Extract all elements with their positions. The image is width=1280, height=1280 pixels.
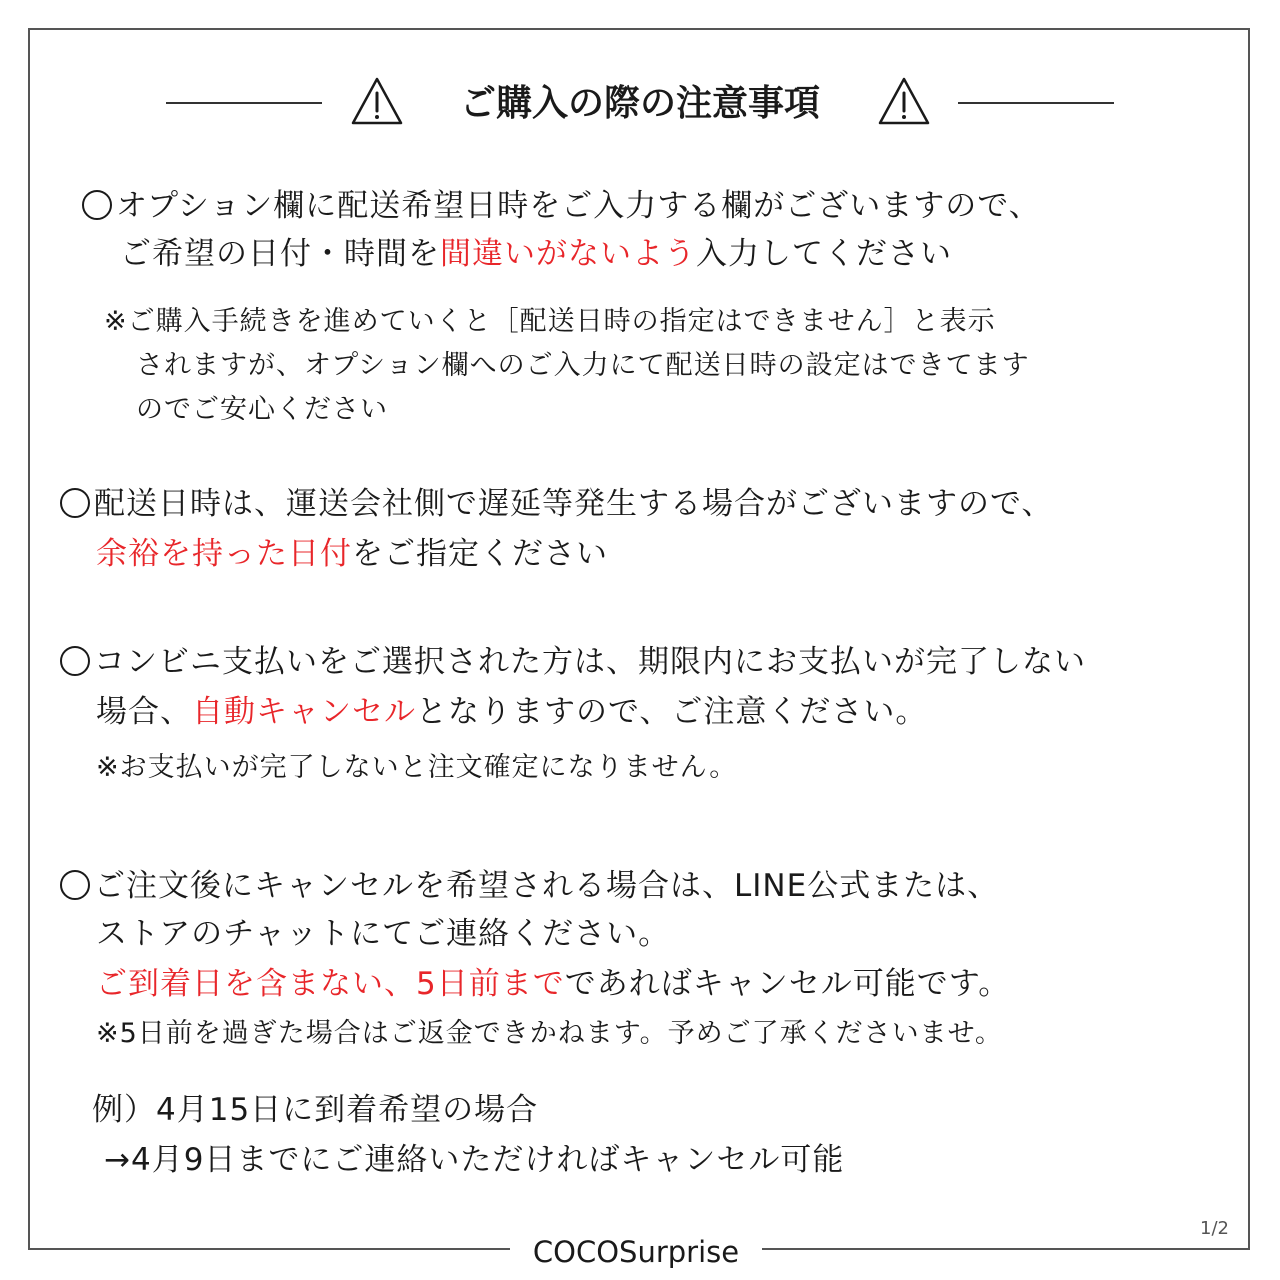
notice-1-note-2: されますが、オプション欄へのご入力にて配送日時の設定はできてます <box>136 350 1030 381</box>
notice-3-text-1: コンビニ支払いをご選択された方は、期限内にお支払いが完了しない <box>94 644 1086 680</box>
notice-3-line-2 <box>96 688 927 736</box>
notice-4-example-2: →4月9日までにご連絡いただければキャンセル可能 <box>104 1142 845 1178</box>
notice-1-highlight: 間違いがないよう <box>440 236 696 272</box>
notice-3-text-2a: 場合、 <box>96 694 192 730</box>
notice-1-note-3: のでご安心ください <box>136 394 388 425</box>
notice-1-line-2 <box>120 230 952 278</box>
brand-logo: COCOSurprise <box>510 1232 762 1272</box>
page-title: ご購入の際の注意事項 <box>459 83 820 124</box>
circle-bullet-icon <box>60 870 90 900</box>
notice-3-highlight: 自動キャンセル <box>192 694 416 730</box>
notice-4-line-2: ストアのチャットにてご連絡ください。 <box>96 916 671 952</box>
notice-1-note-1: ※ご購入手続きを進めていくと［配送日時の指定はできません］と表示 <box>104 306 996 337</box>
notice-4-example-1: 例）4月15日に到着希望の場合 <box>92 1092 539 1128</box>
notice-3-text-2b: となりますので、ご注意ください。 <box>416 694 928 730</box>
notice-1-line-1 <box>82 182 1041 230</box>
warning-icon <box>350 76 404 126</box>
notice-2-highlight: 余裕を持った日付 <box>96 536 352 572</box>
notice-3-note: ※お支払いが完了しないと注文確定になりません。 <box>96 752 738 783</box>
circle-bullet-icon <box>60 646 90 676</box>
notice-1-text-2b: 入力してください <box>696 236 952 272</box>
notice-2-text-1: 配送日時は、運送会社側で遅延等発生する場合がございますので、 <box>94 486 1054 522</box>
header-divider-right <box>958 102 1114 104</box>
warning-icon <box>877 76 931 126</box>
circle-bullet-icon <box>82 190 112 220</box>
notice-4-note: ※5日前を過ぎた場合はご返金できかねます。予めご了承くださいませ。 <box>96 1018 1003 1049</box>
notice-4-text-3: であればキャンセル可能です。 <box>564 966 1011 1002</box>
notice-4-text-1: ご注文後にキャンセルを希望される場合は、LINE公式または、 <box>94 868 1000 904</box>
notice-3-line-1 <box>60 638 1086 686</box>
circle-bullet-icon <box>60 488 90 518</box>
page-number: 1/2 <box>1200 1218 1229 1239</box>
notice-1-text-1: オプション欄に配送希望日時をご入力する欄がございますので、 <box>116 188 1041 224</box>
header-divider-left <box>166 102 322 104</box>
notice-2-line-2 <box>96 530 608 578</box>
notice-4-highlight: ご到着日を含まない、5日前まで <box>96 966 565 1002</box>
notice-4-line-3 <box>96 960 1010 1008</box>
notice-2-text-2: をご指定ください <box>352 536 608 572</box>
notice-2-line-1 <box>60 480 1053 528</box>
notice-1-text-2a: ご希望の日付・時間を <box>120 236 440 272</box>
notice-4-line-1 <box>60 862 999 910</box>
